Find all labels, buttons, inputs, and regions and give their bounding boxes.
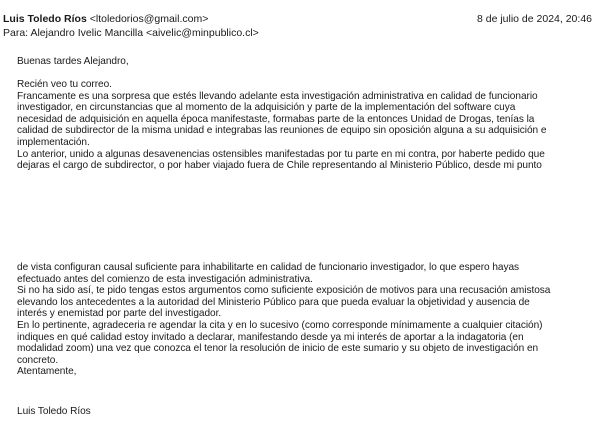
body-line: Si no ha sido así, te pido tengas estos argumentos como suficiente exposición de motivos para una recusación amistosa (17, 285, 551, 297)
body-line: investigador, en circunstancias que al momento de la adquisición y parte de la implementación del software cuya (17, 102, 516, 114)
to-label: Para: (3, 27, 29, 39)
email-body-part-2 (17, 262, 595, 378)
body-line: dejaras el cargo de subdirector, o por haber viajado fuera de Chile representando al Ministerio Público, desde mi punto (17, 160, 542, 172)
body-line: Francamente es una sorpresa que estés llevando adelante esta investigación administrativa en calidad de funcionario (17, 90, 538, 102)
body-line: de vista configuran causal suficiente para inhabilitarte en calidad de funcionario investigador, lo que espero hayas (17, 262, 520, 273)
from-row (3, 12, 597, 26)
greeting-line: Buenas tardes Alejandro, (17, 56, 129, 67)
body-line: indiques en qué calidad estoy invitado a declarar, manifestando desde ya mi interés de aportar a la indagatoria (en (17, 331, 524, 343)
recipient: Alejandro Ivelic Mancilla <aivelic@minpublico.cl> (30, 27, 259, 39)
closing-line: Atentamente, (17, 366, 77, 378)
signature (17, 406, 595, 418)
body-line: En lo pertinente, agradeceria re agendar la cita y en lo sucesivo (como corresponde mínimamente a cualquier citación) (17, 319, 543, 331)
body-line: implementación. (17, 136, 90, 148)
email-body-part-1 (17, 79, 595, 172)
email-header (3, 12, 597, 40)
body-line: necesidad de adquisición en aquella época manifestaste, formabas parte de la entonces Unidad de Drogas, tenías la (17, 113, 535, 125)
body-line: interés y enemistad por parte del investigador. (17, 308, 222, 320)
to-row (3, 26, 597, 40)
body-line: Lo anterior, unido a algunas desavenencias ostensibles manifestadas por tu parte en mi contra, por haberte pedido que (17, 148, 545, 160)
sender-email: <ltoledorios@gmail.com> (89, 13, 209, 25)
body-line: efectuado antes del comienzo de esta investigación administrativa. (17, 273, 313, 285)
body-line: elevando los antecedentes a la autoridad del Ministerio Público para que pueda evaluar la objetividad y ausencia de (17, 296, 530, 308)
email-date: 8 de julio de 2024, 20:46 (476, 13, 592, 25)
body-line: modalidad zoom) una vez que conozca el tenor la resolución de inicio de este sumario y su objeto de investigación en (17, 343, 539, 355)
greeting (17, 56, 595, 68)
sender-name: Luis Toledo Ríos (3, 13, 87, 25)
body-line: Recién veo tu correo. (17, 79, 112, 90)
signature-name: Luis Toledo Ríos (17, 406, 91, 417)
body-line: concreto. (17, 354, 59, 366)
body-line: calidad de subdirector de la misma unidad e integrabas las reuniones de equipo sin oposición alguna a su adquisición e (17, 125, 547, 137)
